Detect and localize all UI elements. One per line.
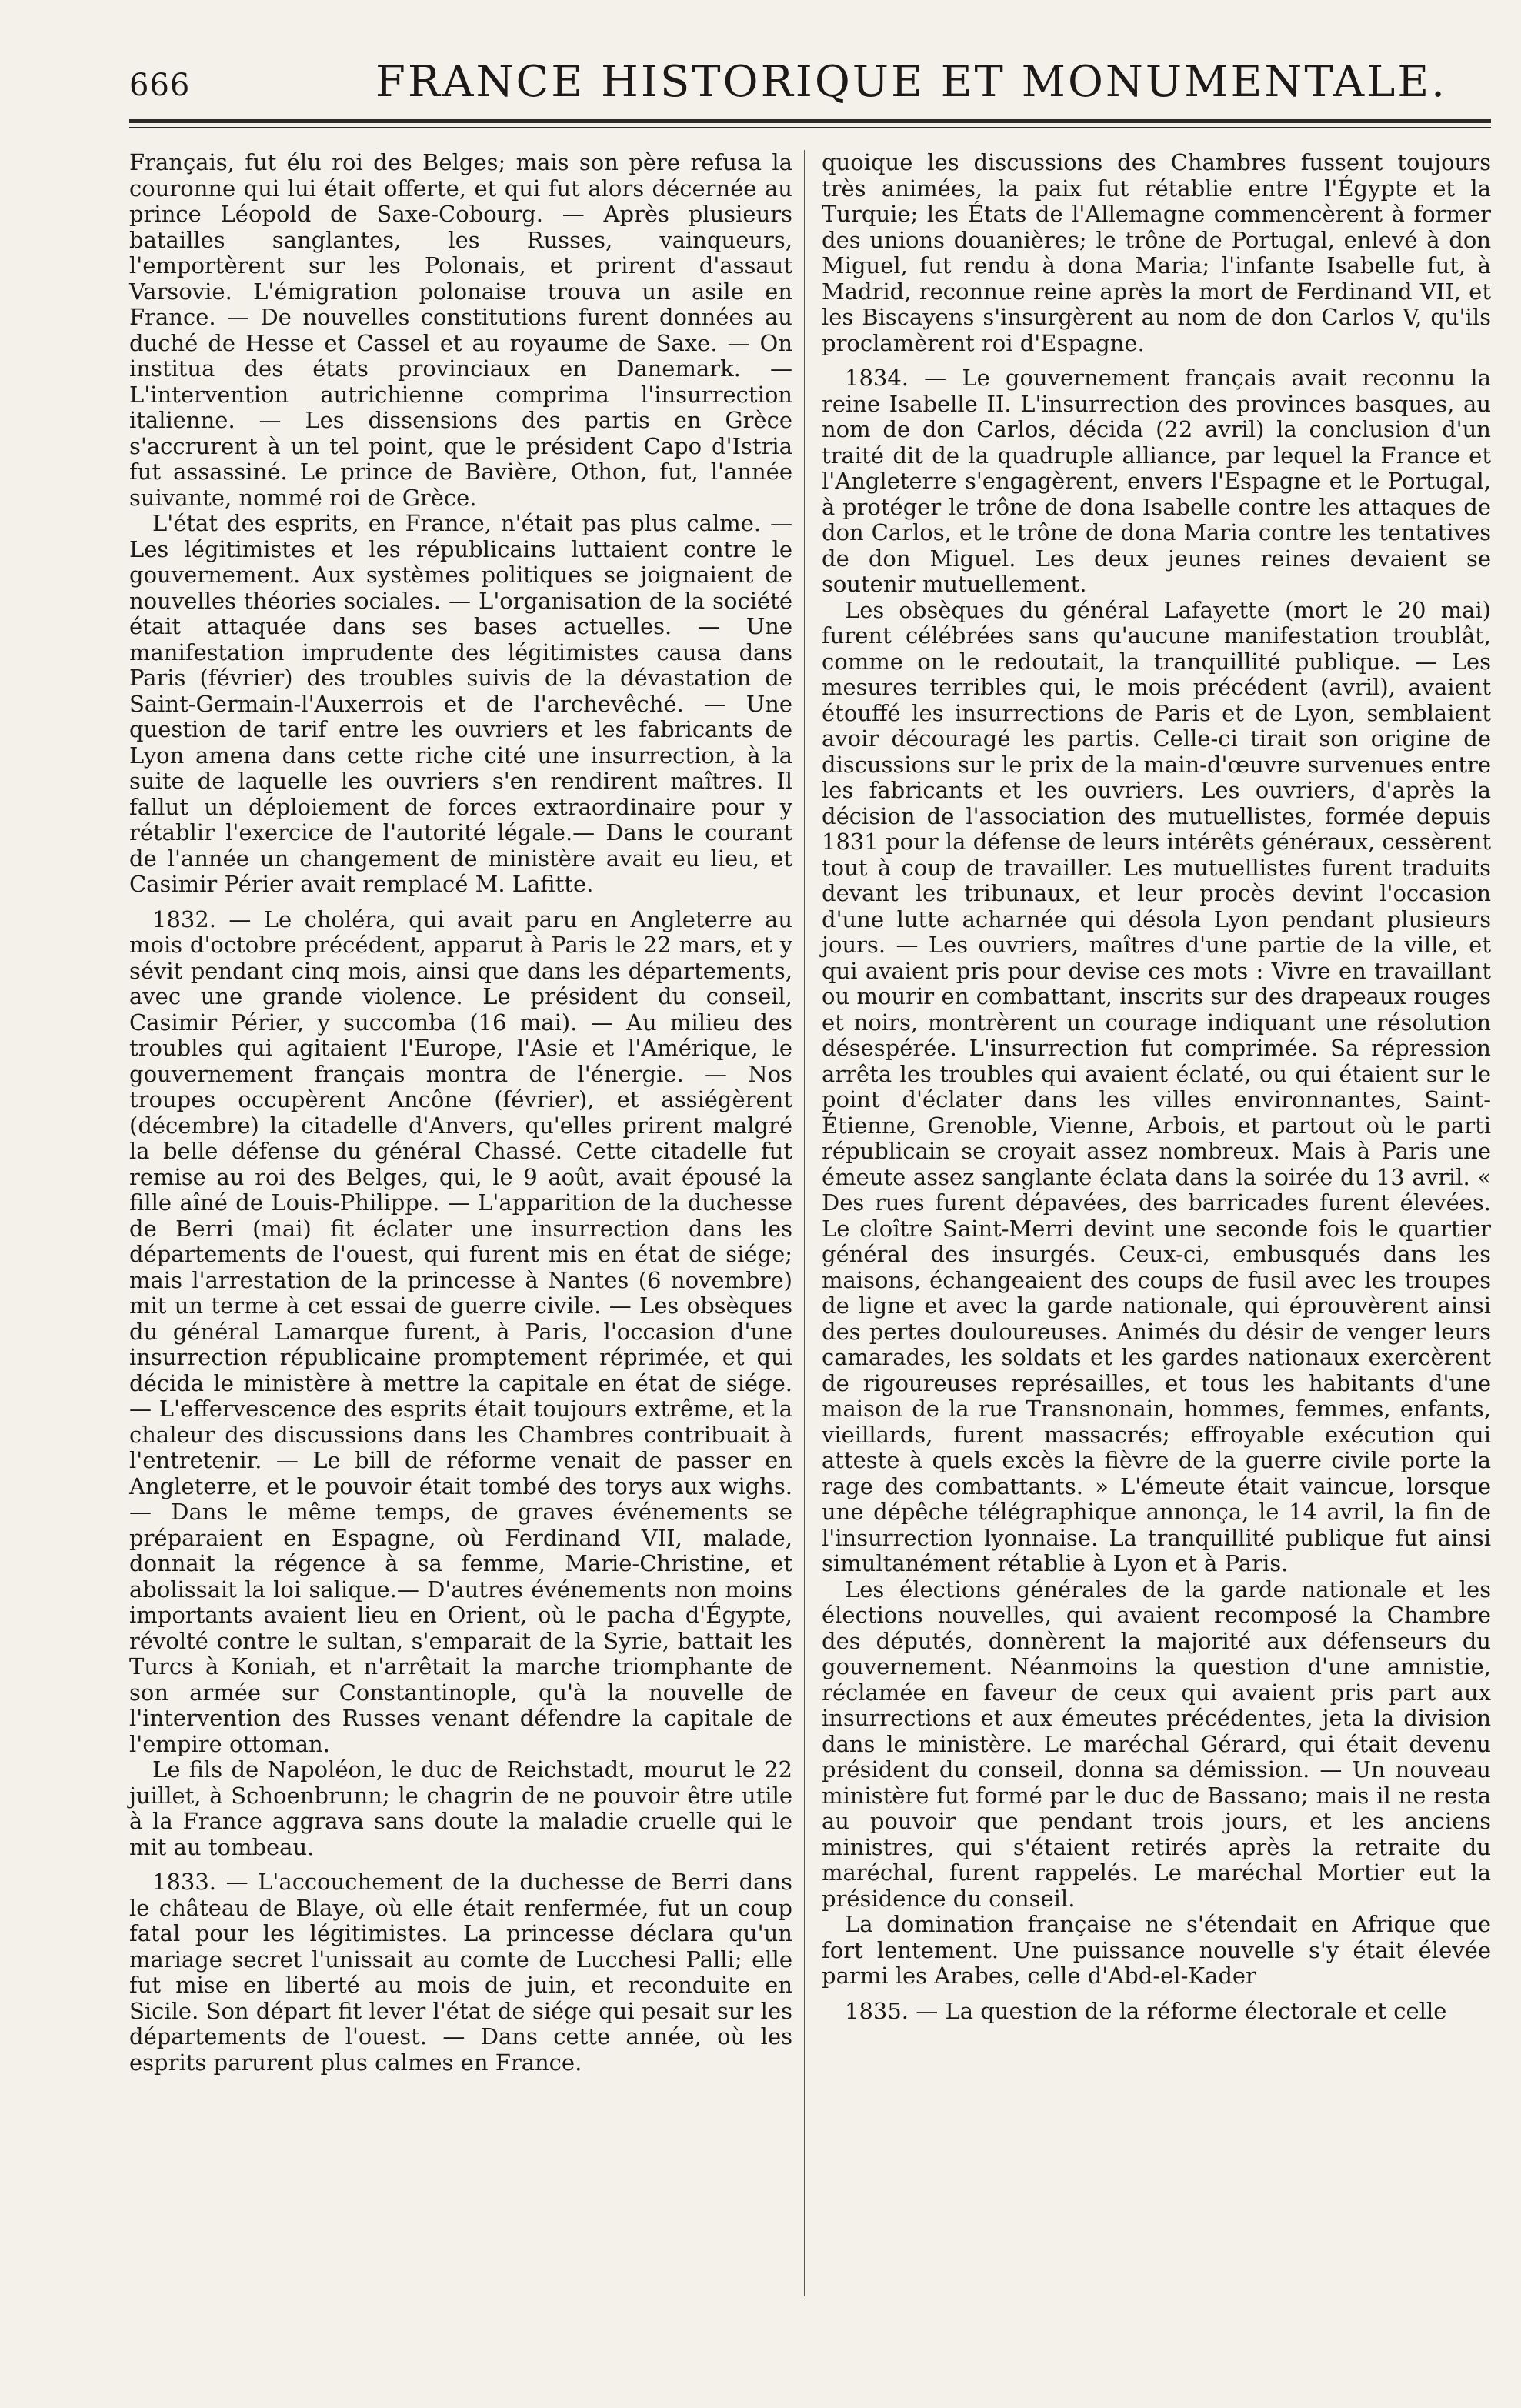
paragraph: Les élections générales de la garde nationale et les élections nouvelles, qui avaient recomposé la Chambre des députés, donnèrent la majorité aux défenseurs du gouvernement. Néanmoins la question d'une amnistie, réclamée en faveur de ceux qui avaient pris part aux insurrections et aux émeutes précédentes, jeta la division dans le ministère. Le maréchal Gérard, qui était devenu président du conseil, donna sa démission. — Un nouveau ministère fut formé par le duc de Bassano; mais il ne resta au pouvoir que pendant trois jours, et les anciens ministres, qui s'étaient retirés après la retraite du maréchal, furent rappelés. Le maréchal Mortier eut la présidence du conseil. <box>822 1576 1491 1912</box>
paragraph: quoique les discussions des Chambres fussent toujours très animées, la paix fut rétablie entre l'Égypte et la Turquie; les États de l'Allemagne commencèrent à former des unions douanières; le trône de Portugal, enlevé à don Miguel, fut rendu à dona Maria; l'infante Isabelle fut, à Madrid, reconnue reine après la mort de Ferdinand VII, et les Biscayens s'insurgèrent au nom de don Carlos V, qu'ils proclamèrent roi d'Espagne. <box>822 149 1491 356</box>
paragraph: 1832. — Le choléra, qui avait paru en Angleterre au mois d'octobre précédent, apparut à Paris le 22 mars, et y sévit pendant cinq mois, ainsi que dans les départements, avec une grande violence. Le président du conseil, Casimir Périer, y succomba (16 mai). — Au milieu des troubles qui agitaient l'Europe, l'Asie et l'Amérique, le gouvernement français montra de l'énergie. — Nos troupes occupèrent Ancône (février), et assiégèrent (décembre) la citadelle d'Anvers, qu'elles prirent malgré la belle défense du général Chassé. Cette citadelle fut remise au roi des Belges, qui, le 9 août, avait épousé la fille aîné de Louis-Philippe. — L'apparition de la duchesse de Berri (mai) fit éclater une insurrection dans les départements de l'ouest, qui furent mis en état de siége; mais l'arrestation de la princesse à Nantes (6 novembre) mit un terme à cet essai de guerre civile. — Les obsèques du général Lamarque furent, à Paris, l'occasion d'une insurrection républicaine promptement réprimée, et qui décida le ministère à mettre la capitale en état de siége. — L'effervescence des esprits était toujours extrême, et la chaleur des discussions dans les Chambres contribuait à l'entretenir. — Le bill de réforme venait de passer en Angleterre, et le pouvoir était tombé des torys aux wighs. — Dans le même temps, de graves événements se préparaient en Espagne, où Ferdinand VII, malade, donnait la régence à sa femme, Marie-Christine, et abolissait la loi salique.— D'autres événements non moins importants avaient lieu en Orient, où le pacha d'Égypte, révolté contre le sultan, s'emparait de la Syrie, battait les Turcs à Koniah, et n'arrêtait la marche triomphante de son armée sur Constantinople, qu'à la nouvelle de l'intervention des Russes venant défendre la capitale de l'empire ottoman. <box>129 906 792 1757</box>
running-title: FRANCE HISTORIQUE ET MONUMENTALE. <box>375 57 1447 107</box>
paragraph: L'état des esprits, en France, n'était pas plus calme. — Les légitimistes et les républicains luttaient contre le gouvernement. Aux systèmes politiques se joignaient de nouvelles théories sociales. — L'organisation de la société était attaquée dans ses bases actuelles. — Une manifestation imprudente des légitimistes causa dans Paris (février) des troubles suivis de la dévastation de Saint-Germain-l'Auxerrois et de l'archevêché. — Une question de tarif entre les ouvriers et les fabricants de Lyon amena dans cette riche cité une insurrection, à la suite de laquelle les ouvriers s'en rendirent maîtres. Il fallut un déploiement de forces extraordinaire pour y rétablir l'exercice de l'autorité légale.— Dans le courant de l'année un changement de ministère avait eu lieu, et Casimir Périer avait remplacé M. Lafitte. <box>129 510 792 897</box>
paragraph: 1833. — L'accouchement de la duchesse de Berri dans le château de Blaye, où elle était renfermée, fut un coup fatal pour les légitimistes. La princesse déclara qu'un mariage secret l'unissait au comte de Lucchesi Palli; elle fut mise en liberté au mois de juin, et reconduite en Sicile. Son départ fit lever l'état de siége qui pesait sur les départements de l'ouest. — Dans cette année, où les esprits parurent plus calmes en France. <box>129 1869 792 2076</box>
page-header <box>129 54 1491 108</box>
header-rule-thin <box>129 127 1491 128</box>
paragraph: 1834. — Le gouvernement français avait reconnu la reine Isabelle II. L'insurrection des provinces basques, au nom de don Carlos, décida (22 avril) la conclusion d'un traité dit de la quadruple alliance, par lequel la France et l'Angleterre s'engagèrent, envers l'Espagne et le Portugal, à protéger le trône de dona Isabelle contre les attaques de don Carlos, et le trône de dona Maria contre les tentatives de don Miguel. Les deux jeunes reines devaient se soutenir mutuellement. <box>822 365 1491 597</box>
paragraph: La domination française ne s'étendait en Afrique que fort lentement. Une puissance nouvelle s'y était élevée parmi les Arabes, celle d'Abd-el-Kader <box>822 1911 1491 1989</box>
page-number: 666 <box>129 68 191 103</box>
paragraph: Le fils de Napoléon, le duc de Reichstadt, mourut le 22 juillet, à Schoenbrunn; le chagrin de ne pouvoir être utile à la France aggrava sans doute la maladie cruelle qui le mit au tombeau. <box>129 1756 792 1860</box>
paragraph: Les obsèques du général Lafayette (mort le 20 mai) furent célébrées sans qu'aucune manifestation troublât, comme on le redoutait, la tranquillité publique. — Les mesures terribles qui, le mois précédent (avril), avaient étouffé les insurrections de Paris et de Lyon, semblaient avoir découragé les partis. Celle-ci tirait son origine de discussions sur le prix de la main-d'œuvre survenues entre les fabricants et les ouvriers. Les ouvriers, d'après la décision de l'association des mutuellistes, formée depuis 1831 pour la défense de leurs intérêts généraux, cessèrent tout à coup de travailler. Les mutuellistes furent traduits devant les tribunaux, et leur procès devint l'occasion d'une lutte acharnée qui désola Lyon pendant plusieurs jours. — Les ouvriers, maîtres d'une partie de la ville, et qui avaient pris pour devise ces mots : Vivre en travaillant ou mourir en combattant, inscrits sur des drapeaux rouges et noirs, montrèrent un courage indiquant une résolution désespérée. L'insurrection fut comprimée. Sa répression arrêta les troubles qui avaient éclaté, ou qui étaient sur le point d'éclater dans les villes environnantes, Saint-Étienne, Grenoble, Vienne, Arbois, et partout où le parti républicain se croyait assez nombreux. Mais à Paris une émeute assez sanglante éclata dans la soirée du 13 avril. « Des rues furent dépavées, des barricades furent élevées. Le cloître Saint-Merri devint une seconde fois le quartier général des insurgés. Ceux-ci, embusqués dans les maisons, échangeaient des coups de fusil avec les troupes de ligne et avec la garde nationale, qui éprouvèrent ainsi des pertes douloureuses. Animés du désir de venger leurs camarades, les soldats et les gardes nationaux exercèrent de rigoureuses représailles, et tous les habitants d'une maison de la rue Transnonain, hommes, femmes, enfants, vieillards, furent massacrés; effroyable exécution qui atteste à quels excès la fièvre de la guerre civile porte la rage des combattants. » L'émeute était vaincue, lorsque une dépêche télégraphique annonça, le 14 avril, la fin de l'insurrection lyonnaise. La tranquillité publique fut ainsi simultanément rétablie à Lyon et à Paris. <box>822 596 1491 1576</box>
column-divider <box>804 150 805 2296</box>
left-column <box>129 150 792 2076</box>
paragraph: Français, fut élu roi des Belges; mais son père refusa la couronne qui lui était offerte, et qui fut alors décernée au prince Léopold de Saxe-Cobourg. — Après plusieurs batailles sanglantes, les Russes, vainqueurs, l'emportèrent sur les Polonais, et prirent d'assaut Varsovie. L'émigration polonaise trouva un asile en France. — De nouvelles constitutions furent données au duché de Hesse et Cassel et au royaume de Saxe. — On institua des états provinciaux en Danemark. — L'intervention autrichienne comprima l'insurrection italienne. — Les dissensions des partis en Grèce s'accrurent à un tel point, que le président Capo d'Istria fut assassiné. Le prince de Bavière, Othon, fut, l'année suivante, nommé roi de Grèce. <box>129 149 792 511</box>
right-column <box>822 150 1491 2024</box>
header-rule-thick <box>129 119 1491 123</box>
paragraph: 1835. — La question de la réforme électorale et celle <box>845 1997 1447 2024</box>
